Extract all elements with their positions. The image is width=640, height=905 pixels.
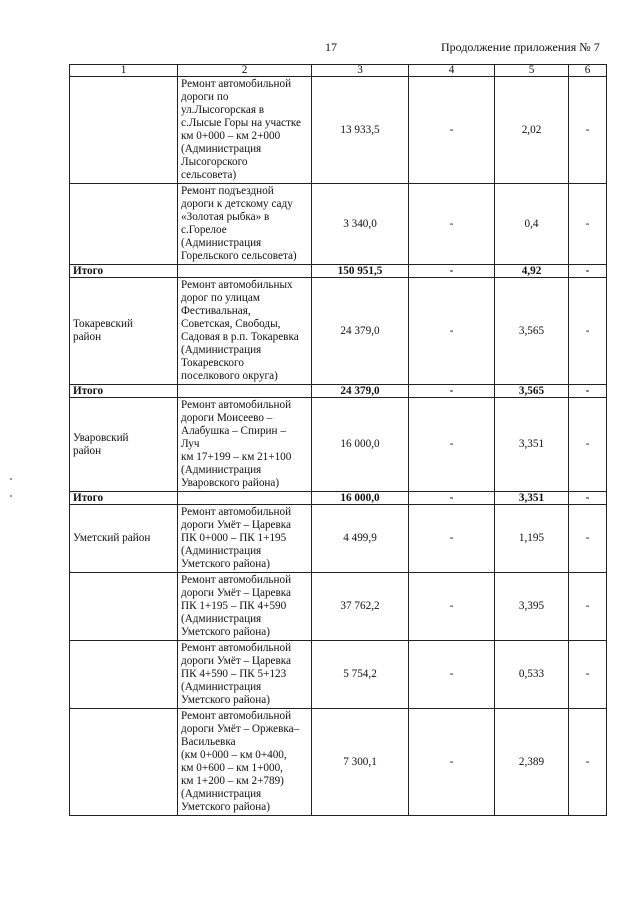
column-5-cell: 3,395: [495, 573, 569, 641]
column-6-cell: -: [569, 492, 607, 505]
scan-mark: [10, 495, 12, 497]
amount-cell: 7 300,1: [312, 709, 409, 816]
column-6-cell: -: [569, 505, 607, 573]
table-body: [70, 77, 607, 816]
district-cell: [70, 77, 178, 184]
continuation-title: Продолжение приложения № 7: [441, 40, 600, 54]
column-4-cell: -: [409, 709, 495, 816]
column-4-cell: -: [409, 573, 495, 641]
column-6-cell: -: [569, 398, 607, 492]
description-cell: Ремонт автомобильной дороги Умёт – Оржевка– Васильевка (км 0+000 – км 0+400, км 0+600 – км 1+000, км 1+200 – км 2+789) (Администрация Уметского района): [178, 709, 312, 816]
district-cell: Уметский район: [70, 505, 178, 573]
column-header: 6: [569, 65, 607, 77]
column-6-cell: -: [569, 77, 607, 184]
table-row: [70, 573, 607, 641]
column-5-cell: 3,565: [495, 385, 569, 398]
total-label: Итого: [70, 265, 178, 278]
column-header: 2: [178, 65, 312, 77]
description-cell: Ремонт автомобильных дорог по улицам Фестивальная, Советская, Свободы, Садовая в р.п. Токаревка (Администрация Токаревского поселкового округа): [178, 278, 312, 385]
table-row: [70, 398, 607, 492]
column-5-cell: 2,389: [495, 709, 569, 816]
empty-cell: [178, 492, 312, 505]
column-6-cell: -: [569, 709, 607, 816]
total-row: [70, 492, 607, 505]
scan-mark: [10, 478, 12, 480]
table-row: [70, 709, 607, 816]
column-6-cell: -: [569, 278, 607, 385]
column-5-cell: 3,351: [495, 492, 569, 505]
column-5-cell: 2,02: [495, 77, 569, 184]
district-cell: [70, 641, 178, 709]
column-header: 4: [409, 65, 495, 77]
amount-cell: 16 000,0: [312, 492, 409, 505]
column-header: 5: [495, 65, 569, 77]
empty-cell: [178, 265, 312, 278]
description-cell: Ремонт автомобильной дороги Умёт – Царевка ПК 4+590 – ПК 5+123 (Администрация Уметского района): [178, 641, 312, 709]
column-5-cell: 0,4: [495, 184, 569, 265]
total-label: Итого: [70, 492, 178, 505]
description-cell: Ремонт подъездной дороги к детскому саду «Золотая рыбка» в с.Горелое (Администрация Горельского сельсовета): [178, 184, 312, 265]
column-number-row: [70, 65, 607, 77]
table-row: [70, 505, 607, 573]
column-6-cell: -: [569, 265, 607, 278]
table-row: [70, 278, 607, 385]
total-label: Итого: [70, 385, 178, 398]
column-6-cell: -: [569, 573, 607, 641]
column-6-cell: -: [569, 385, 607, 398]
description-cell: Ремонт автомобильной дороги Умёт – Царевка ПК 0+000 – ПК 1+195 (Администрация Уметского района): [178, 505, 312, 573]
column-5-cell: 3,351: [495, 398, 569, 492]
description-cell: Ремонт автомобильной дороги по ул.Лысогорская в с.Лысые Горы на участке км 0+000 – км 2+000 (Администрация Лысогорского сельсовета): [178, 77, 312, 184]
description-cell: Ремонт автомобильной дороги Умёт – Царевка ПК 1+195 – ПК 4+590 (Администрация Уметского района): [178, 573, 312, 641]
column-5-cell: 4,92: [495, 265, 569, 278]
column-6-cell: -: [569, 641, 607, 709]
column-4-cell: -: [409, 278, 495, 385]
amount-cell: 16 000,0: [312, 398, 409, 492]
column-4-cell: -: [409, 492, 495, 505]
description-cell: Ремонт автомобильной дороги Моисеево – Алабушка – Спирин – Луч км 17+199 – км 21+100 (Администрация Уваровского района): [178, 398, 312, 492]
table-row: [70, 77, 607, 184]
column-4-cell: -: [409, 505, 495, 573]
column-4-cell: -: [409, 641, 495, 709]
amount-cell: 24 379,0: [312, 385, 409, 398]
amount-cell: 5 754,2: [312, 641, 409, 709]
total-row: [70, 265, 607, 278]
amount-cell: 150 951,5: [312, 265, 409, 278]
column-4-cell: -: [409, 184, 495, 265]
column-4-cell: -: [409, 77, 495, 184]
column-6-cell: -: [569, 184, 607, 265]
amount-cell: 37 762,2: [312, 573, 409, 641]
column-5-cell: 0,533: [495, 641, 569, 709]
column-header: 3: [312, 65, 409, 77]
district-cell: Уваровский район: [70, 398, 178, 492]
district-cell: [70, 573, 178, 641]
column-4-cell: -: [409, 385, 495, 398]
district-cell: [70, 709, 178, 816]
amount-cell: 3 340,0: [312, 184, 409, 265]
table-row: [70, 641, 607, 709]
appendix-table: [69, 64, 607, 816]
empty-cell: [178, 385, 312, 398]
column-4-cell: -: [409, 265, 495, 278]
page-number: 17: [325, 40, 337, 54]
amount-cell: 13 933,5: [312, 77, 409, 184]
column-5-cell: 1,195: [495, 505, 569, 573]
column-header: 1: [70, 65, 178, 77]
district-cell: [70, 184, 178, 265]
district-cell: Токаревский район: [70, 278, 178, 385]
amount-cell: 24 379,0: [312, 278, 409, 385]
table-row: [70, 184, 607, 265]
column-5-cell: 3,565: [495, 278, 569, 385]
amount-cell: 4 499,9: [312, 505, 409, 573]
column-4-cell: -: [409, 398, 495, 492]
total-row: [70, 385, 607, 398]
